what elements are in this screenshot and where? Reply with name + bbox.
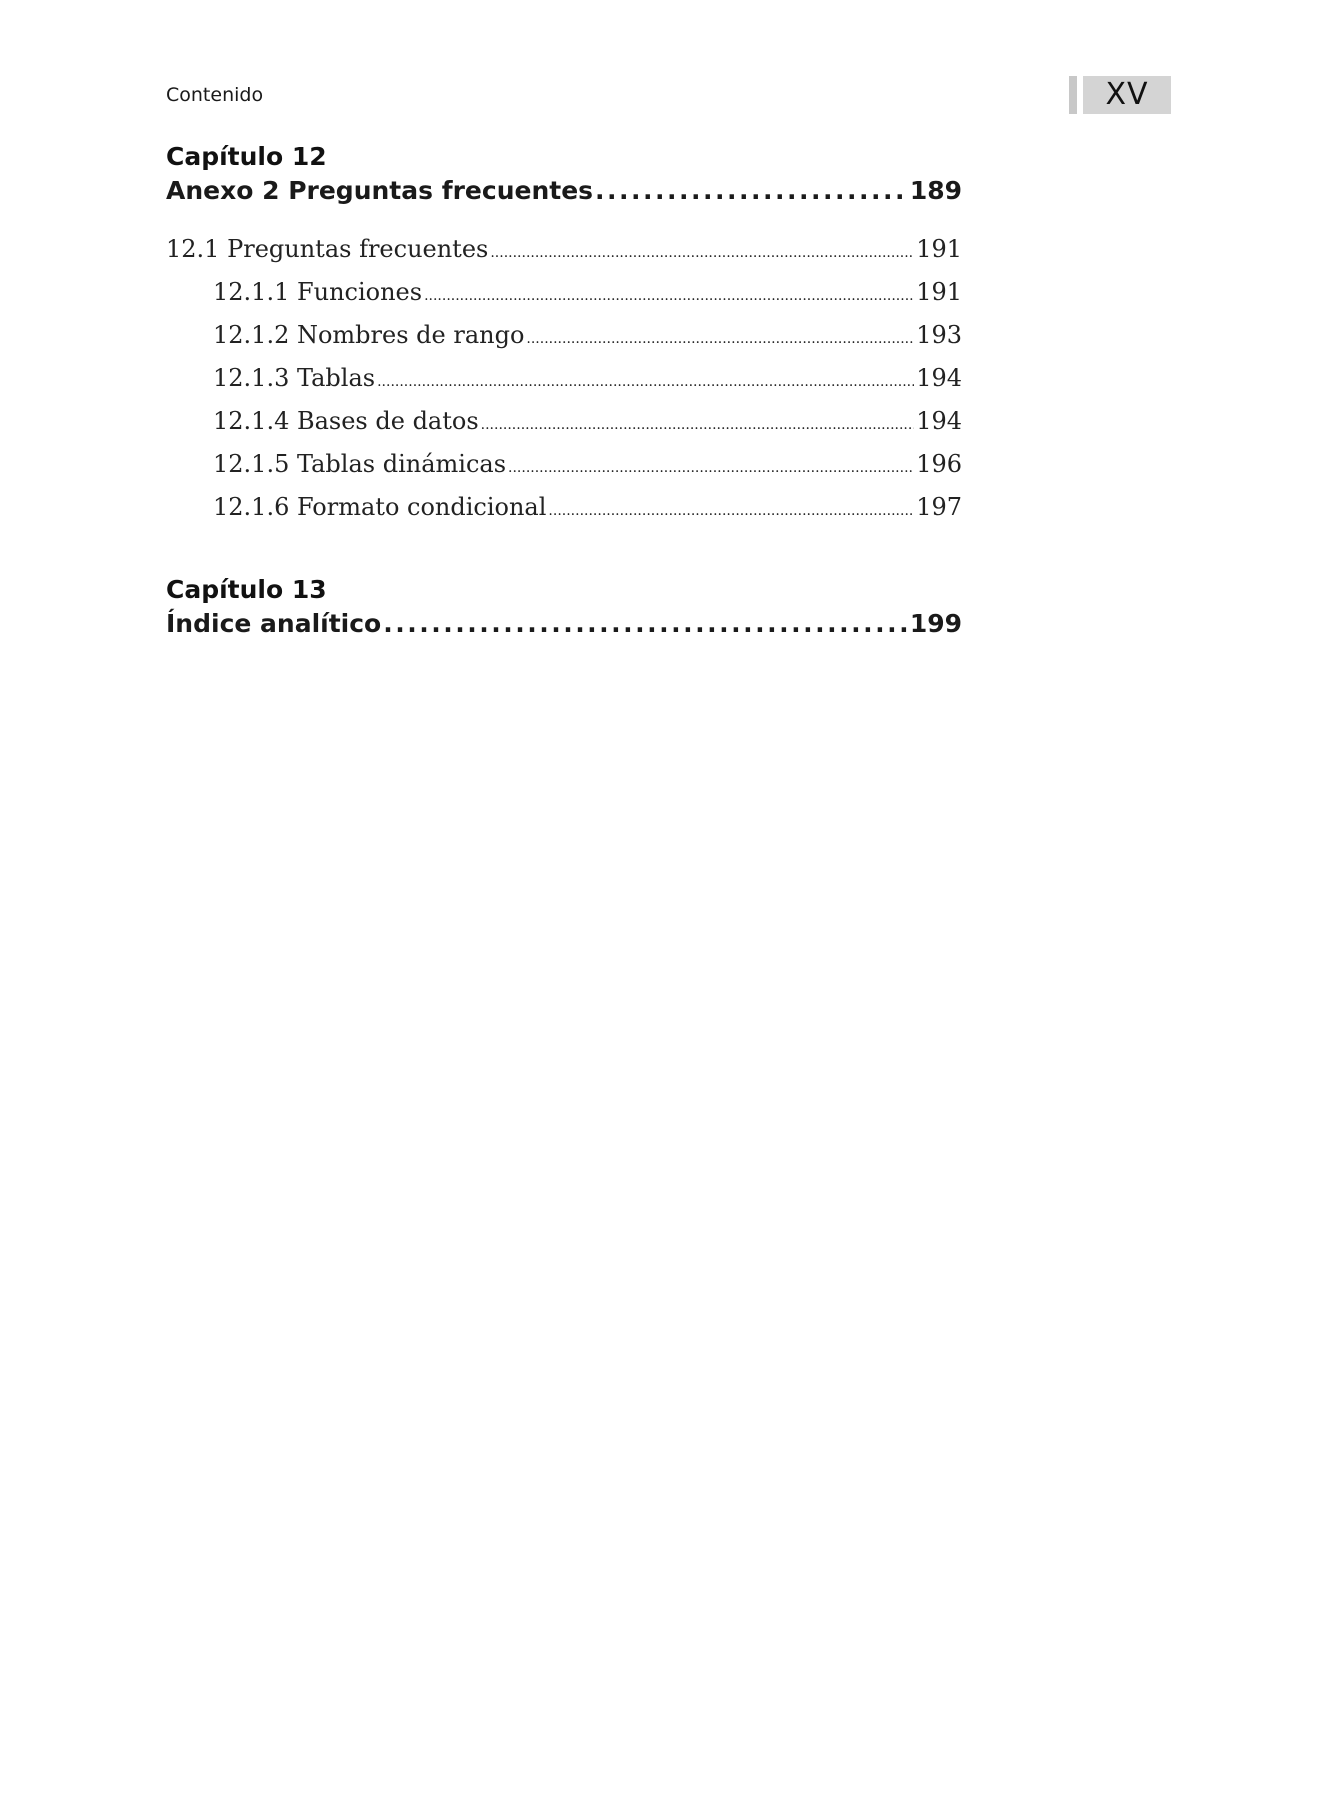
dot-leader — [377, 359, 914, 402]
dot-leader — [383, 607, 908, 641]
entry-page: 194 — [916, 364, 962, 392]
toc-entry-12-1[interactable] — [166, 230, 962, 273]
entry-page: 191 — [916, 278, 962, 306]
dot-leader — [595, 174, 908, 208]
page-number: XV — [1083, 76, 1171, 114]
entry-title: 12.1.5 Tablas dinámicas — [213, 450, 507, 478]
chapter-title-row[interactable] — [166, 607, 962, 641]
dot-leader — [490, 230, 914, 273]
entry-page: 197 — [916, 493, 962, 521]
toc-entry-12-1-1[interactable] — [166, 273, 962, 316]
toc-entry-12-1-2[interactable] — [166, 316, 962, 359]
dot-leader — [424, 273, 914, 316]
toc-chapter-13 — [166, 573, 962, 641]
entry-title: 12.1.3 Tablas — [213, 364, 376, 392]
toc-entry-12-1-6[interactable] — [166, 488, 962, 531]
badge-bar — [1069, 76, 1077, 114]
entry-page: 196 — [916, 450, 962, 478]
running-header: Contenido — [166, 84, 264, 106]
toc-entry-12-1-5[interactable] — [166, 445, 962, 488]
chapter-page: 199 — [909, 609, 962, 638]
entry-title: 12.1.2 Nombres de rango — [213, 321, 525, 349]
entry-page: 193 — [916, 321, 962, 349]
dot-leader — [481, 402, 915, 445]
entry-title: 12.1.1 Funciones — [213, 278, 423, 306]
entry-title: 12.1.6 Formato condicional — [213, 493, 547, 521]
dot-leader — [508, 445, 914, 488]
chapter-label: Capítulo 13 — [166, 575, 327, 604]
entry-page: 191 — [916, 235, 962, 263]
chapter-page: 189 — [909, 176, 962, 205]
toc-chapter-12 — [166, 140, 962, 531]
chapter-label: Capítulo 12 — [166, 142, 327, 171]
toc-entry-12-1-3[interactable] — [166, 359, 962, 402]
dot-leader — [526, 316, 914, 359]
page-number-badge — [1069, 76, 1171, 114]
chapter-title-row[interactable] — [166, 174, 962, 208]
toc-entry-12-1-4[interactable] — [166, 402, 962, 445]
entry-title: 12.1 Preguntas frecuentes — [166, 235, 489, 263]
chapter-title: Índice analítico — [166, 609, 382, 638]
chapter-title: Anexo 2 Preguntas frecuentes — [166, 176, 594, 205]
dot-leader — [548, 488, 914, 531]
entry-title: 12.1.4 Bases de datos — [213, 407, 479, 435]
entry-page: 194 — [916, 407, 962, 435]
